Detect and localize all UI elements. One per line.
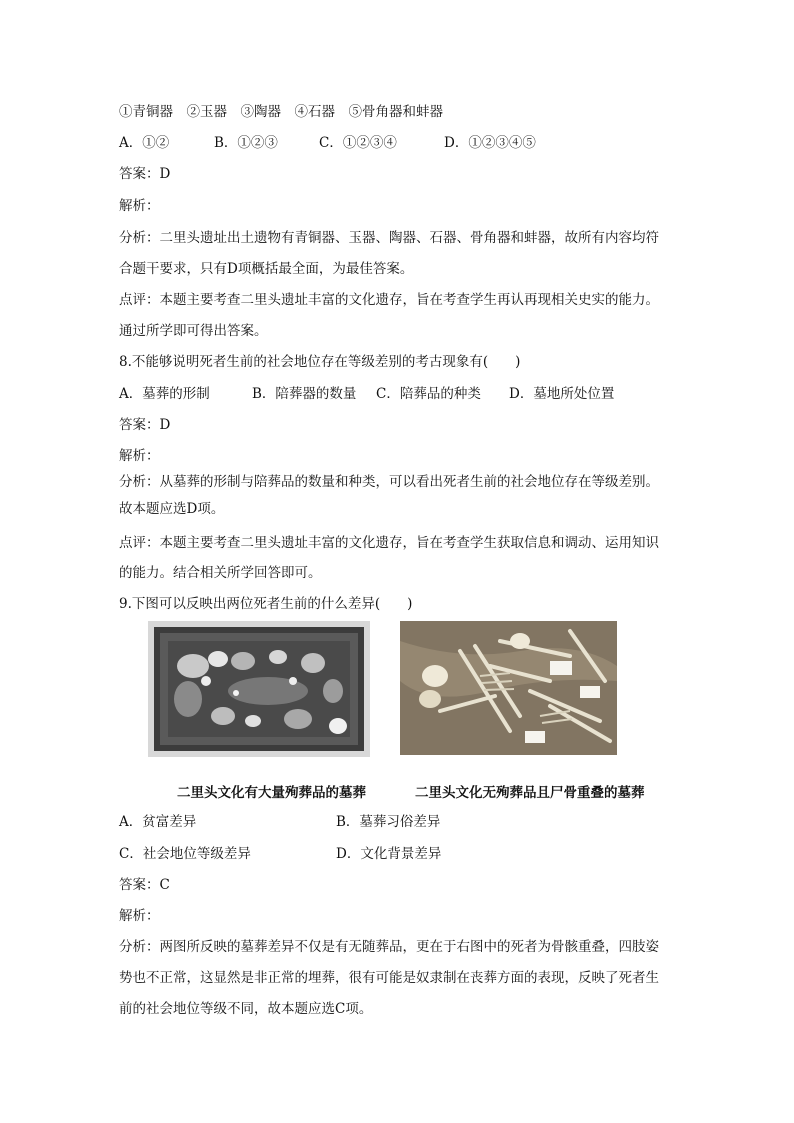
q8-answer: 答案：D: [119, 417, 171, 433]
q7-option-c: C．①②③④: [319, 135, 397, 151]
q7-analysis-line1: 分析：二里头遗址出土遗物有青铜器、玉器、陶器、石器、骨角器和蚌器，故所有内容均符: [119, 230, 659, 246]
q9-stem: 9.下图可以反映出两位死者生前的什么差异( ): [119, 596, 413, 612]
q8-comment-line1: 点评：本题主要考查二里头遗址丰富的文化遗存，旨在考查学生获取信息和调动、运用知识: [119, 535, 659, 551]
q7-comment-line1: 点评：本题主要考查二里头遗址丰富的文化遗存，旨在考查学生再认再现相关史实的能力。: [119, 292, 659, 308]
q7-jiexi: 解析：: [119, 198, 160, 214]
q9-option-d: D．文化背景差异: [336, 846, 442, 862]
tomb-with-overlapping-skeletons-image: [400, 621, 617, 755]
q9-analysis-line3: 前的社会地位等级不同，故本题应选C项。: [119, 1001, 373, 1017]
q7-comment-line2: 通过所学即可得出答案。: [119, 323, 268, 339]
q7-option-b: B．①②③: [214, 135, 278, 151]
caption-left: 二里头文化有大量殉葬品的墓葬: [177, 785, 366, 801]
q7-options: [119, 133, 536, 153]
q7-items: ①青铜器 ②玉器 ③陶器 ④石器 ⑤骨角器和蚌器: [119, 104, 443, 120]
q7-option-a: A．①②: [119, 135, 170, 151]
q9-options-row1: [119, 812, 440, 832]
q9-options-row2: [119, 844, 441, 864]
caption-right: 二里头文化无殉葬品且尸骨重叠的墓葬: [415, 785, 645, 801]
q9-answer: 答案：C: [119, 877, 170, 893]
q8-option-d: D．墓地所处位置: [509, 386, 615, 402]
q8-comment-line2: 的能力。结合相关所学回答即可。: [119, 565, 322, 581]
q8-option-a: A．墓葬的形制: [119, 386, 210, 402]
q8-analysis-line1: 分析：从墓葬的形制与陪葬品的数量和种类，可以看出死者生前的社会地位存在等级差别。: [119, 474, 659, 490]
q8-option-c: C．陪葬品的种类: [376, 386, 481, 402]
q9-analysis-line1: 分析：两图所反映的墓葬差异不仅是有无随葬品，更在于右图中的死者为骨骸重叠，四肢姿: [119, 939, 659, 955]
q8-stem: 8.不能够说明死者生前的社会地位存在等级差别的考古现象有( ): [119, 354, 521, 370]
q9-jiexi: 解析：: [119, 908, 160, 924]
q8-options: [119, 384, 614, 404]
tomb-with-burial-goods-image: [148, 621, 370, 757]
q9-option-b: B．墓葬习俗差异: [336, 814, 441, 830]
q9-analysis-line2: 势也不正常，这显然是非正常的埋葬，很有可能是奴隶制在丧葬方面的表现，反映了死者生: [119, 970, 659, 986]
q9-option-c: C．社会地位等级差异: [119, 846, 251, 862]
q8-option-b: B．陪葬器的数量: [252, 386, 357, 402]
q8-jiexi: 解析：: [119, 448, 160, 464]
q7-answer: 答案：D: [119, 166, 171, 182]
q9-option-a: A．贫富差异: [119, 814, 197, 830]
q8-analysis-line2: 故本题应选D项。: [119, 501, 225, 517]
q7-option-d: D．①②③④⑤: [444, 135, 536, 151]
q7-analysis-line2: 合题干要求，只有D项概括最全面，为最佳答案。: [119, 261, 414, 277]
